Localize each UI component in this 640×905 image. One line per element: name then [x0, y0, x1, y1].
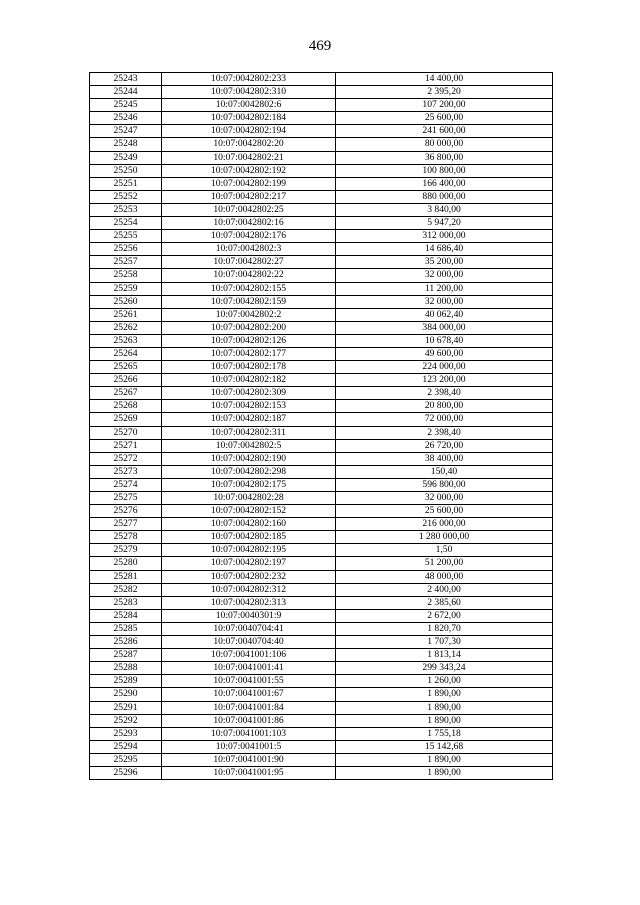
- table-row: [90, 361, 553, 374]
- cadastral-number-cell: 10:07:0042802:184: [162, 112, 336, 125]
- row-number-cell: 25247: [90, 125, 162, 138]
- table-row: [90, 465, 553, 478]
- table-row: [90, 73, 553, 86]
- row-number-cell: 25293: [90, 727, 162, 740]
- table-row: [90, 649, 553, 662]
- value-cell: 14 400,00: [336, 73, 553, 86]
- value-cell: 20 800,00: [336, 400, 553, 413]
- cadastral-number-cell: 10:07:0041001:95: [162, 766, 336, 779]
- table-row: [90, 243, 553, 256]
- cadastral-number-cell: 10:07:0042802:27: [162, 256, 336, 269]
- cadastral-number-cell: 10:07:0041001:84: [162, 701, 336, 714]
- table-row: [90, 492, 553, 505]
- table-row: [90, 766, 553, 779]
- row-number-cell: 25286: [90, 636, 162, 649]
- cadastral-number-cell: 10:07:0042802:310: [162, 86, 336, 99]
- cadastral-number-cell: 10:07:0042802:178: [162, 361, 336, 374]
- table-row: [90, 282, 553, 295]
- table-row: [90, 701, 553, 714]
- cadastral-number-cell: 10:07:0042802:177: [162, 347, 336, 360]
- table-row: [90, 374, 553, 387]
- cadastral-number-cell: 10:07:0042802:192: [162, 164, 336, 177]
- value-cell: 32 000,00: [336, 295, 553, 308]
- table-row: [90, 138, 553, 151]
- row-number-cell: 25295: [90, 753, 162, 766]
- row-number-cell: 25256: [90, 243, 162, 256]
- table-row: [90, 518, 553, 531]
- value-cell: 1 813,14: [336, 649, 553, 662]
- table-row: [90, 740, 553, 753]
- row-number-cell: 25249: [90, 151, 162, 164]
- value-cell: 1 890,00: [336, 701, 553, 714]
- cadastral-number-cell: 10:07:0042802:233: [162, 73, 336, 86]
- cadastral-number-cell: 10:07:0042802:21: [162, 151, 336, 164]
- row-number-cell: 25271: [90, 439, 162, 452]
- row-number-cell: 25276: [90, 505, 162, 518]
- table-row: [90, 609, 553, 622]
- row-number-cell: 25260: [90, 295, 162, 308]
- value-cell: 49 600,00: [336, 347, 553, 360]
- row-number-cell: 25259: [90, 282, 162, 295]
- table-row: [90, 662, 553, 675]
- cadastral-number-cell: 10:07:0041001:86: [162, 714, 336, 727]
- cadastral-number-cell: 10:07:0040704:41: [162, 622, 336, 635]
- table-row: [90, 269, 553, 282]
- value-cell: 15 142,68: [336, 740, 553, 753]
- value-cell: 35 200,00: [336, 256, 553, 269]
- row-number-cell: 25284: [90, 609, 162, 622]
- value-cell: 38 400,00: [336, 452, 553, 465]
- cadastral-number-cell: 10:07:0042802:194: [162, 125, 336, 138]
- cadastral-number-cell: 10:07:0040301:9: [162, 609, 336, 622]
- table-row: [90, 531, 553, 544]
- table-row: [90, 622, 553, 635]
- row-number-cell: 25263: [90, 334, 162, 347]
- value-cell: 312 000,00: [336, 230, 553, 243]
- value-cell: 100 800,00: [336, 164, 553, 177]
- cadastral-number-cell: 10:07:0042802:25: [162, 203, 336, 216]
- table-row: [90, 753, 553, 766]
- row-number-cell: 25264: [90, 347, 162, 360]
- table-row: [90, 583, 553, 596]
- table-row: [90, 347, 553, 360]
- table-row: [90, 112, 553, 125]
- cadastral-number-cell: 10:07:0042802:6: [162, 99, 336, 112]
- row-number-cell: 25262: [90, 321, 162, 334]
- value-cell: 3 840,00: [336, 203, 553, 216]
- value-cell: 2 400,00: [336, 583, 553, 596]
- cadastral-number-cell: 10:07:0042802:199: [162, 177, 336, 190]
- table-row: [90, 230, 553, 243]
- row-number-cell: 25251: [90, 177, 162, 190]
- table-row: [90, 596, 553, 609]
- row-number-cell: 25255: [90, 230, 162, 243]
- value-cell: 224 000,00: [336, 361, 553, 374]
- row-number-cell: 25296: [90, 766, 162, 779]
- table-row: [90, 308, 553, 321]
- table-row: [90, 295, 553, 308]
- value-cell: 166 400,00: [336, 177, 553, 190]
- cadastral-number-cell: 10:07:0042802:195: [162, 544, 336, 557]
- table-row: [90, 203, 553, 216]
- table-row: [90, 727, 553, 740]
- value-cell: 1 260,00: [336, 675, 553, 688]
- cadastral-number-cell: 10:07:0041001:67: [162, 688, 336, 701]
- row-number-cell: 25273: [90, 465, 162, 478]
- cadastral-number-cell: 10:07:0042802:175: [162, 478, 336, 491]
- row-number-cell: 25246: [90, 112, 162, 125]
- row-number-cell: 25287: [90, 649, 162, 662]
- cadastral-number-cell: 10:07:0042802:190: [162, 452, 336, 465]
- cadastral-number-cell: 10:07:0041001:55: [162, 675, 336, 688]
- value-cell: 40 062,40: [336, 308, 553, 321]
- table-row: [90, 125, 553, 138]
- value-cell: 80 000,00: [336, 138, 553, 151]
- table-row: [90, 177, 553, 190]
- value-cell: 25 600,00: [336, 112, 553, 125]
- table-row: [90, 439, 553, 452]
- cadastral-number-cell: 10:07:0042802:311: [162, 426, 336, 439]
- table-row: [90, 151, 553, 164]
- cadastral-number-cell: 10:07:0042802:217: [162, 190, 336, 203]
- table-row: [90, 714, 553, 727]
- value-cell: 32 000,00: [336, 492, 553, 505]
- value-cell: 48 000,00: [336, 570, 553, 583]
- row-number-cell: 25278: [90, 531, 162, 544]
- value-cell: 2 385,60: [336, 596, 553, 609]
- table-row: [90, 426, 553, 439]
- cadastral-number-cell: 10:07:0042802:159: [162, 295, 336, 308]
- row-number-cell: 25277: [90, 518, 162, 531]
- table-body: [90, 73, 553, 780]
- value-cell: 10 678,40: [336, 334, 553, 347]
- value-cell: 1 890,00: [336, 753, 553, 766]
- row-number-cell: 25274: [90, 478, 162, 491]
- value-cell: 299 343,24: [336, 662, 553, 675]
- value-cell: 1 890,00: [336, 766, 553, 779]
- cadastral-number-cell: 10:07:0040704:40: [162, 636, 336, 649]
- value-cell: 25 600,00: [336, 505, 553, 518]
- cadastral-number-cell: 10:07:0042802:5: [162, 439, 336, 452]
- value-cell: 1 707,30: [336, 636, 553, 649]
- row-number-cell: 25268: [90, 400, 162, 413]
- value-cell: 2 395,20: [336, 86, 553, 99]
- cadastral-number-cell: 10:07:0042802:16: [162, 217, 336, 230]
- row-number-cell: 25253: [90, 203, 162, 216]
- value-cell: 384 000,00: [336, 321, 553, 334]
- cadastral-number-cell: 10:07:0042802:22: [162, 269, 336, 282]
- cadastral-number-cell: 10:07:0042802:2: [162, 308, 336, 321]
- cadastral-number-cell: 10:07:0042802:152: [162, 505, 336, 518]
- row-number-cell: 25282: [90, 583, 162, 596]
- table-row: [90, 321, 553, 334]
- row-number-cell: 25258: [90, 269, 162, 282]
- table-row: [90, 413, 553, 426]
- table-row: [90, 505, 553, 518]
- row-number-cell: 25243: [90, 73, 162, 86]
- value-cell: 72 000,00: [336, 413, 553, 426]
- value-cell: 2 398,40: [336, 426, 553, 439]
- table-row: [90, 478, 553, 491]
- cadastral-number-cell: 10:07:0042802:309: [162, 387, 336, 400]
- cadastral-number-cell: 10:07:0041001:103: [162, 727, 336, 740]
- row-number-cell: 25281: [90, 570, 162, 583]
- page-number: 469: [308, 38, 332, 54]
- cadastral-number-cell: 10:07:0042802:197: [162, 557, 336, 570]
- table-row: [90, 86, 553, 99]
- row-number-cell: 25292: [90, 714, 162, 727]
- row-number-cell: 25254: [90, 217, 162, 230]
- table-row: [90, 387, 553, 400]
- value-cell: 1 755,18: [336, 727, 553, 740]
- row-number-cell: 25265: [90, 361, 162, 374]
- value-cell: 1 890,00: [336, 688, 553, 701]
- cadastral-number-cell: 10:07:0041001:5: [162, 740, 336, 753]
- row-number-cell: 25291: [90, 701, 162, 714]
- row-number-cell: 25290: [90, 688, 162, 701]
- row-number-cell: 25279: [90, 544, 162, 557]
- row-number-cell: 25248: [90, 138, 162, 151]
- value-cell: 241 600,00: [336, 125, 553, 138]
- table-row: [90, 452, 553, 465]
- table-row: [90, 256, 553, 269]
- value-cell: 880 000,00: [336, 190, 553, 203]
- cadastral-number-cell: 10:07:0042802:185: [162, 531, 336, 544]
- value-cell: 216 000,00: [336, 518, 553, 531]
- row-number-cell: 25250: [90, 164, 162, 177]
- cadastral-number-cell: 10:07:0042802:176: [162, 230, 336, 243]
- cadastral-number-cell: 10:07:0041001:41: [162, 662, 336, 675]
- value-cell: 150,40: [336, 465, 553, 478]
- cadastral-number-cell: 10:07:0042802:182: [162, 374, 336, 387]
- value-cell: 123 200,00: [336, 374, 553, 387]
- cadastral-number-cell: 10:07:0042802:28: [162, 492, 336, 505]
- row-number-cell: 25285: [90, 622, 162, 635]
- cadastral-number-cell: 10:07:0042802:20: [162, 138, 336, 151]
- value-cell: 1,50: [336, 544, 553, 557]
- cadastral-number-cell: 10:07:0042802:155: [162, 282, 336, 295]
- cadastral-number-cell: 10:07:0042802:153: [162, 400, 336, 413]
- table-row: [90, 636, 553, 649]
- row-number-cell: 25267: [90, 387, 162, 400]
- cadastral-number-cell: 10:07:0042802:298: [162, 465, 336, 478]
- table-row: [90, 688, 553, 701]
- cadastral-number-cell: 10:07:0042802:3: [162, 243, 336, 256]
- cadastral-number-cell: 10:07:0042802:126: [162, 334, 336, 347]
- cadastral-number-cell: 10:07:0042802:312: [162, 583, 336, 596]
- cadastral-number-cell: 10:07:0041001:90: [162, 753, 336, 766]
- row-number-cell: 25288: [90, 662, 162, 675]
- row-number-cell: 25289: [90, 675, 162, 688]
- row-number-cell: 25272: [90, 452, 162, 465]
- row-number-cell: 25244: [90, 86, 162, 99]
- value-cell: 2 672,00: [336, 609, 553, 622]
- value-cell: 51 200,00: [336, 557, 553, 570]
- value-cell: 36 800,00: [336, 151, 553, 164]
- value-cell: 5 947,20: [336, 217, 553, 230]
- cadastral-number-cell: 10:07:0042802:187: [162, 413, 336, 426]
- row-number-cell: 25270: [90, 426, 162, 439]
- row-number-cell: 25266: [90, 374, 162, 387]
- table-row: [90, 334, 553, 347]
- cadastral-number-cell: 10:07:0042802:313: [162, 596, 336, 609]
- row-number-cell: 25280: [90, 557, 162, 570]
- row-number-cell: 25257: [90, 256, 162, 269]
- row-number-cell: 25283: [90, 596, 162, 609]
- value-cell: 1 890,00: [336, 714, 553, 727]
- table-row: [90, 570, 553, 583]
- row-number-cell: 25275: [90, 492, 162, 505]
- table-row: [90, 99, 553, 112]
- row-number-cell: 25294: [90, 740, 162, 753]
- table-row: [90, 190, 553, 203]
- table-row: [90, 164, 553, 177]
- value-cell: 14 686,40: [336, 243, 553, 256]
- cadastral-number-cell: 10:07:0042802:200: [162, 321, 336, 334]
- row-number-cell: 25245: [90, 99, 162, 112]
- value-cell: 107 200,00: [336, 99, 553, 112]
- value-cell: 2 398,40: [336, 387, 553, 400]
- value-cell: 1 820,70: [336, 622, 553, 635]
- row-number-cell: 25261: [90, 308, 162, 321]
- table-row: [90, 544, 553, 557]
- table-row: [90, 557, 553, 570]
- row-number-cell: 25252: [90, 190, 162, 203]
- table-row: [90, 217, 553, 230]
- value-cell: 32 000,00: [336, 269, 553, 282]
- row-number-cell: 25269: [90, 413, 162, 426]
- value-cell: 1 280 000,00: [336, 531, 553, 544]
- cadastral-number-cell: 10:07:0041001:106: [162, 649, 336, 662]
- value-cell: 26 720,00: [336, 439, 553, 452]
- cadastral-number-cell: 10:07:0042802:160: [162, 518, 336, 531]
- table-row: [90, 675, 553, 688]
- cadastral-number-cell: 10:07:0042802:232: [162, 570, 336, 583]
- value-cell: 11 200,00: [336, 282, 553, 295]
- value-cell: 596 800,00: [336, 478, 553, 491]
- cadastral-value-table: [89, 72, 553, 780]
- table-row: [90, 400, 553, 413]
